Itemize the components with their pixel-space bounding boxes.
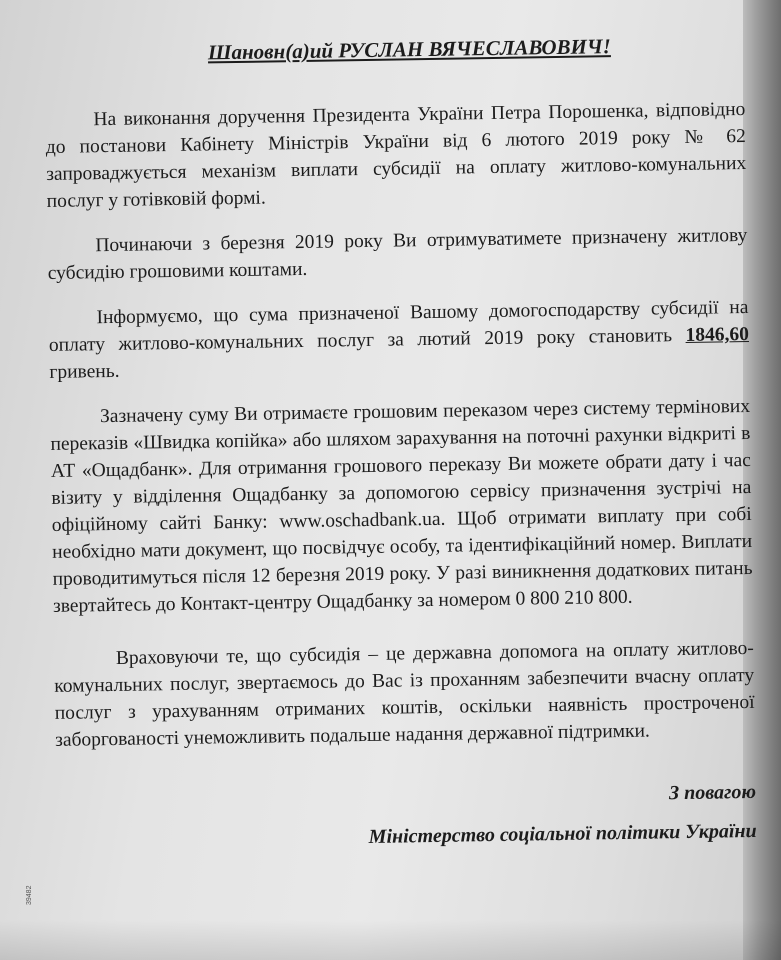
sheet-bottom-shadow: [0, 920, 781, 960]
salutation: Шановн(а)ий РУСЛАН ВЯЧЕСЛАВОВИЧ!: [207, 34, 611, 65]
paragraph-start-date: Починаючи з березня 2019 року Ви отримуватимете призначену житлову субсидію грошовими коштами.: [47, 224, 748, 284]
paragraph-request: Враховуючи те, що субсидія – це державна допомога на оплату житлово-комунальних послуг, звертаємось до Вас із проханням забезпечити вчасну оплату послуг з урахуванням отриманих коштів, оскільки наявність простроченої заборгованості унеможливить подальше надання державної підтримки.: [54, 637, 755, 751]
closing-line: З повагою: [668, 780, 757, 805]
amount-intro-text: Інформуємо, що сума призначеної Вашому домогосподарству субсидії на оплату житлово-комунальних послуг за лютий 2019 року становить: [48, 296, 749, 356]
signature-ministry: Міністерство соціальної політики України: [368, 819, 757, 848]
letter-body: [44, 19, 757, 856]
amount-currency-text: гривень.: [49, 360, 120, 383]
margin-print-mark: 39482: [26, 885, 33, 905]
paragraph-decree: На виконання доручення Президента України Петра Порошенка, відповідно до постанови Кабінету Міністрів України від 6 лютого 2019 року № 62 запроваджується механізм виплати субсидії на оплату житлово-комунальних послуг у готівковій формі.: [45, 98, 747, 212]
subsidy-amount: 1846,60: [685, 323, 750, 346]
paragraph-payment-method: Зазначену суму Ви отримаєте грошовим переказом через систему термінових переказів «Швидка копійка» або шляхом зарахування на поточні рахунки відкриті в АТ «Ощадбанк». Для отримання грошового переказу Ви можете обрати дату і час візиту у відділення Ощадбанку за допомогою сервісу призначення зустрічі на офіційному сайті Банку: www.oschadbank.ua. Щоб отримати виплату при собі необхідно мати документ, що посвідчує особу, та ідентифікаційний номер. Виплати проводитимуться після 12 березня 2019 року. У разі виникнення додаткових питань звертайтесь до Контакт-центру Ощадбанку за номером 0 800 210 800.: [50, 395, 753, 617]
paragraph-amount: [48, 294, 749, 386]
